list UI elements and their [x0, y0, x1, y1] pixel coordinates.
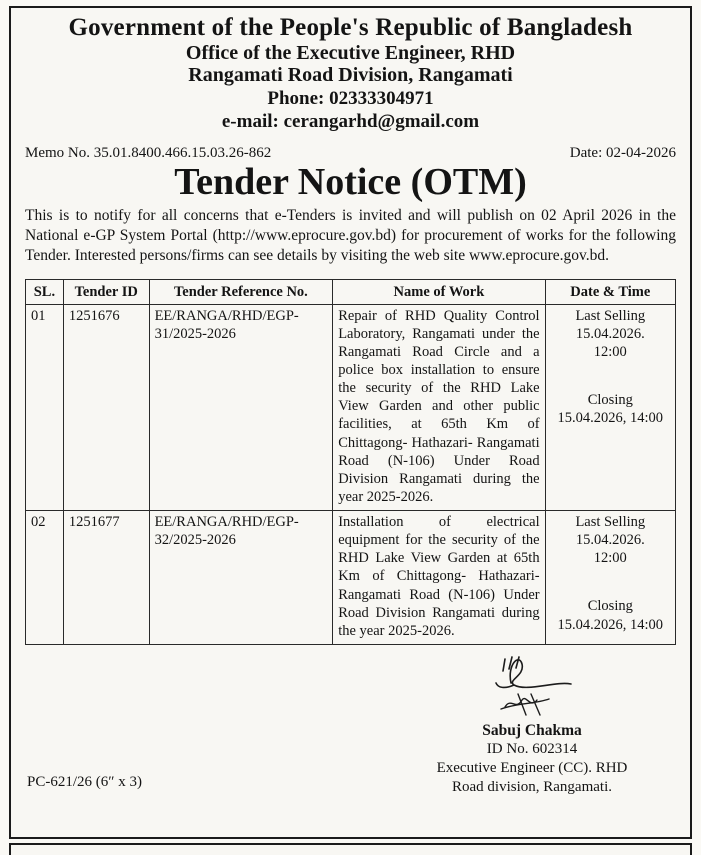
col-header-datetime: Date & Time [545, 279, 675, 304]
memo-row [25, 145, 676, 162]
pc-number: PC-621/26 (6″ x 3) [27, 773, 142, 790]
signatory-office: Road division, Rangamati. [452, 778, 612, 795]
sl-cell: 02 [26, 511, 64, 645]
work-cell: Repair of RHD Quality Control Laboratory, Rangamati under the Rangamati Road Circle and a police box installation to ensure the security of the RHD Lake View Garden and other public facilities, at 65th Km of Chittagong- Hathazari- Rangamati Road (N-106) Under Road Division Rangamati during the year 2025-2026. [333, 304, 545, 510]
office-title: Office of the Executive Engineer, RHD [185, 41, 516, 64]
division-title: Rangamati Road Division, Rangamati [188, 63, 513, 86]
tender-notice-document [9, 6, 692, 839]
signatory-id: ID No. 602314 [486, 741, 578, 758]
memo-number: Memo No. 35.01.8400.466.15.03.26-862 [25, 145, 272, 162]
signatory-name: Sabuj Chakma [482, 721, 582, 739]
sl-cell: 01 [26, 304, 64, 510]
closing-label: Closing [587, 392, 633, 408]
last-selling-date: 15.04.2026. [575, 325, 645, 342]
closing-value: 15.04.2026, 14:00 [557, 410, 664, 427]
next-section-partial-border [9, 843, 692, 855]
table-header-row [26, 279, 676, 304]
handwritten-signature-image [467, 647, 597, 725]
reference-cell: EE/RANGA/RHD/EGP-31/2025-2026 [149, 304, 333, 510]
notice-title: Tender Notice (OTM) [174, 161, 527, 204]
reference-cell: EE/RANGA/RHD/EGP-32/2025-2026 [149, 511, 333, 645]
last-selling-date: 15.04.2026. [575, 532, 645, 549]
phone-line: Phone: 02333304971 [267, 87, 434, 109]
memo-date: Date: 02-04-2026 [569, 145, 676, 162]
government-title: Government of the People's Republic of Bangladesh [68, 14, 633, 41]
last-selling-label: Last Selling [575, 307, 646, 324]
last-selling-time: 12:00 [593, 343, 627, 360]
table-row [26, 304, 676, 510]
signatory-designation: Executive Engineer (CC). RHD [436, 760, 628, 776]
footer-row [25, 647, 676, 797]
table-row [26, 511, 676, 645]
letterhead [25, 14, 676, 133]
date-time-cell [545, 304, 675, 510]
col-header-work: Name of Work [333, 279, 545, 304]
signature-block [392, 647, 672, 797]
last-selling-time: 12:00 [593, 550, 627, 567]
email-line: e-mail: cerangarhd@gmail.com [221, 111, 480, 133]
tender-table [25, 279, 676, 645]
closing-value: 15.04.2026, 14:00 [557, 616, 664, 633]
col-header-sl: SL. [26, 279, 64, 304]
closing-label: Closing [587, 598, 633, 615]
col-header-tender-id: Tender ID [63, 279, 149, 304]
col-header-reference: Tender Reference No. [149, 279, 333, 304]
tender-id-cell: 1251676 [63, 304, 149, 510]
work-cell: Installation of electrical equipment for the security of the RHD Lake View Garden at 65th Km of Chittagong- Hathazari-Rangamati Road (N-106) Under Road Division Rangamati during the year 2025-2026. [333, 511, 545, 645]
tender-id-cell: 1251677 [63, 511, 149, 645]
notice-intro-paragraph: This is to notify for all concerns that e-Tenders is invited and will publish on 02 April 2026 in the National e-GP System Portal (http://www.eprocure.gov.bd) for procurement of works for the following Tender. Interested persons/firms can see details by visiting the web site www.eprocure.gov.bd. [25, 207, 676, 265]
last-selling-label: Last Selling [575, 514, 646, 530]
date-time-cell [545, 511, 675, 645]
